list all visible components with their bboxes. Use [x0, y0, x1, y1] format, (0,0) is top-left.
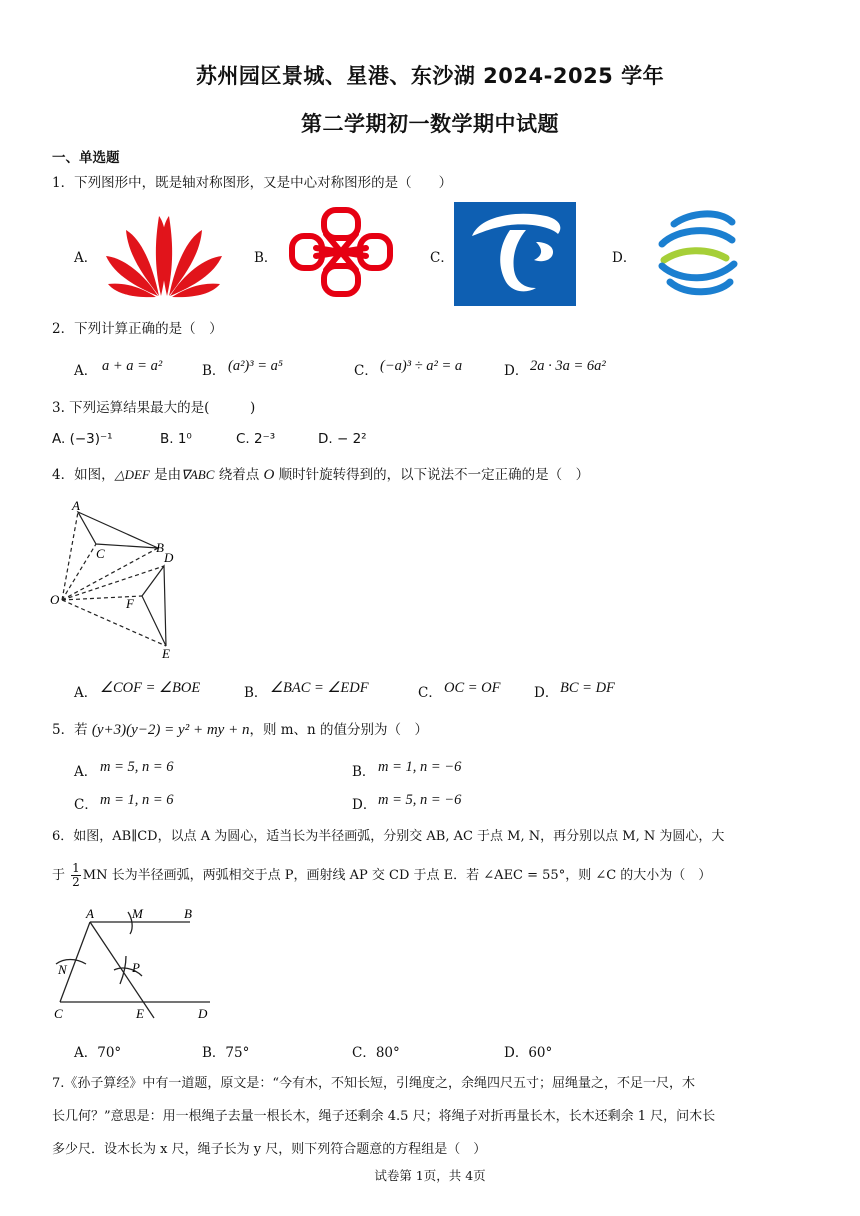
q4-stem: [52, 464, 589, 486]
q1-label-d: D．: [612, 250, 637, 266]
q6-fig-label-e: E: [136, 1006, 144, 1021]
q3-option-d: D. − 2²: [318, 431, 367, 447]
q5-stem-a: 5．若: [52, 722, 92, 738]
q7-stem-line1: 7.《孙子算经》中有一道题，原文是：“今有木，不知长短，引绳度之，余绳四尺五寸；屈绳量之，不足一尺，木: [52, 1076, 696, 1091]
q1-label-c: C．: [430, 250, 454, 266]
q6-option-d: D．60°: [504, 1045, 553, 1061]
huawei-logo-icon: [104, 204, 224, 304]
q2-option-c: (−a)³ ÷ a² = a: [380, 358, 463, 374]
q3-option-a: A. (−3)⁻¹: [52, 431, 113, 447]
q5-label-a: A．: [74, 764, 98, 780]
q6-fig-label-p: P: [132, 960, 140, 975]
q5-option-a: m = 5, n = 6: [100, 759, 174, 775]
q7-stem-line2: 长几何？”意思是：用一根绳子去量一根长木，绳子还剩余 4.5 尺；将绳子对折再量长木，长木还剩余 1 尺，问木长: [52, 1109, 716, 1124]
q6-fig-label-d: D: [198, 1006, 208, 1021]
q1-label-b: B．: [254, 250, 278, 266]
q6-fraction-den: 2: [72, 875, 80, 889]
q2-label-d: D．: [504, 363, 529, 379]
q3-option-b: B. 1⁰: [160, 431, 192, 447]
q6-stem-line2: [52, 862, 711, 889]
q4-label-c: C．: [418, 685, 442, 701]
mobile-logo-icon: [648, 204, 748, 302]
q3-option-c: C. 2⁻³: [236, 431, 276, 447]
q2-option-b: (a²)³ = a⁵: [228, 358, 283, 374]
q4-fig-label-d: D: [164, 550, 174, 565]
q4-option-b: ∠BAC = ∠EDF: [270, 680, 369, 696]
q5-stem-c: ，则 m、n 的值分别为（ ）: [249, 722, 429, 738]
q5-stem-equation: (y+3)(y−2) = y² + my + n: [91, 722, 250, 738]
q6-fig-label-m: M: [132, 906, 143, 921]
q6-stem-line2-b: MN 长为半径画弧，两弧相交于点 P，画射线 AP 交 CD 于点 E．若 ∠AEC = 55°，则 ∠C 的大小为（ ）: [82, 868, 712, 883]
page-title: 苏州园区景城、星港、东沙湖 2024-2025 学年: [195, 64, 665, 88]
q4-fig-label-a: A: [72, 498, 80, 513]
q4-fig-label-b: B: [156, 540, 164, 555]
q6-option-b: B．75°: [202, 1045, 250, 1061]
q4-option-d: BC = DF: [560, 680, 615, 696]
q4-stem-c: 是由: [149, 467, 182, 483]
q5-option-d: m = 5, n = −6: [378, 792, 462, 808]
q4-option-c: OC = OF: [444, 680, 501, 696]
q5-option-c: m = 1, n = 6: [100, 792, 174, 808]
q4-fig-label-f: F: [126, 596, 134, 611]
q1-stem: 1．下列图形中，既是轴对称图形，又是中心对称图形的是（ ）: [52, 175, 453, 191]
q4-stem-g: 顺时针旋转得到的，以下说法不一定正确的是（ ）: [274, 467, 590, 483]
q4-fig-label-o: O: [50, 592, 60, 607]
q5-stem: [52, 719, 428, 741]
page-subtitle: 第二学期初一数学期中试题: [301, 112, 559, 136]
q6-fraction-num: 1: [72, 861, 80, 875]
q6-fig-label-n: N: [58, 962, 67, 977]
q5-label-c: C．: [74, 797, 98, 813]
q6-stem-line1: 6．如图，AB∥CD，以点 A 为圆心，适当长为半径画弧，分别交 AB, AC 于点 M, N，再分别以点 M, N 为圆心，大: [52, 829, 725, 844]
q6-fig-label-c: C: [54, 1006, 63, 1021]
q2-option-d: 2a · 3a = 6a²: [530, 358, 606, 374]
q4-label-a: A．: [74, 685, 98, 701]
q2-label-b: B．: [202, 363, 226, 379]
q4-option-a: ∠COF = ∠BOE: [100, 680, 201, 696]
q6-fig-label-a: A: [86, 906, 94, 921]
q4-rotation-figure: [46, 496, 196, 666]
q4-stem-def: △DEF: [114, 467, 150, 482]
q6-geometry-figure: [46, 900, 226, 1026]
q6-fig-label-b: B: [184, 906, 192, 921]
q6-option-a: A．70°: [74, 1045, 122, 1061]
q7-stem-line3: 多少尺．设木长为 x 尺，绳子长为 y 尺，则下列符合题意的方程组是（ ）: [52, 1142, 487, 1157]
q5-label-b: B．: [352, 764, 376, 780]
q4-stem-e: 绕着点: [214, 467, 264, 483]
q1-label-a: A．: [74, 250, 98, 266]
q6-fraction: [71, 862, 81, 889]
q2-label-a: A．: [74, 363, 98, 379]
page-footer: 试卷第 1页，共 4页: [374, 1168, 486, 1183]
q5-option-b: m = 1, n = −6: [378, 759, 462, 775]
q5-label-d: D．: [352, 797, 377, 813]
q2-stem: 2．下列计算正确的是（ ）: [52, 321, 223, 337]
q2-option-a: a + a = a²: [102, 358, 163, 374]
q4-fig-label-c: C: [96, 546, 105, 561]
q6-stem-line2-a: 于: [52, 868, 66, 883]
q2-label-c: C．: [354, 363, 378, 379]
telecom-logo-icon: [454, 202, 576, 306]
unicom-logo-icon: [286, 204, 396, 300]
q4-stem-o: O: [263, 467, 275, 483]
q4-stem-abc: ∇ABC: [181, 467, 215, 482]
section-heading: 一、单选题: [52, 150, 120, 166]
q4-label-d: D．: [534, 685, 559, 701]
q4-stem-a: 4．如图，: [52, 467, 115, 483]
q3-stem: 3. 下列运算结果最大的是( ): [52, 400, 256, 416]
q6-option-c: C．80°: [352, 1045, 400, 1061]
q4-fig-label-e: E: [162, 646, 170, 661]
q4-label-b: B．: [244, 685, 268, 701]
